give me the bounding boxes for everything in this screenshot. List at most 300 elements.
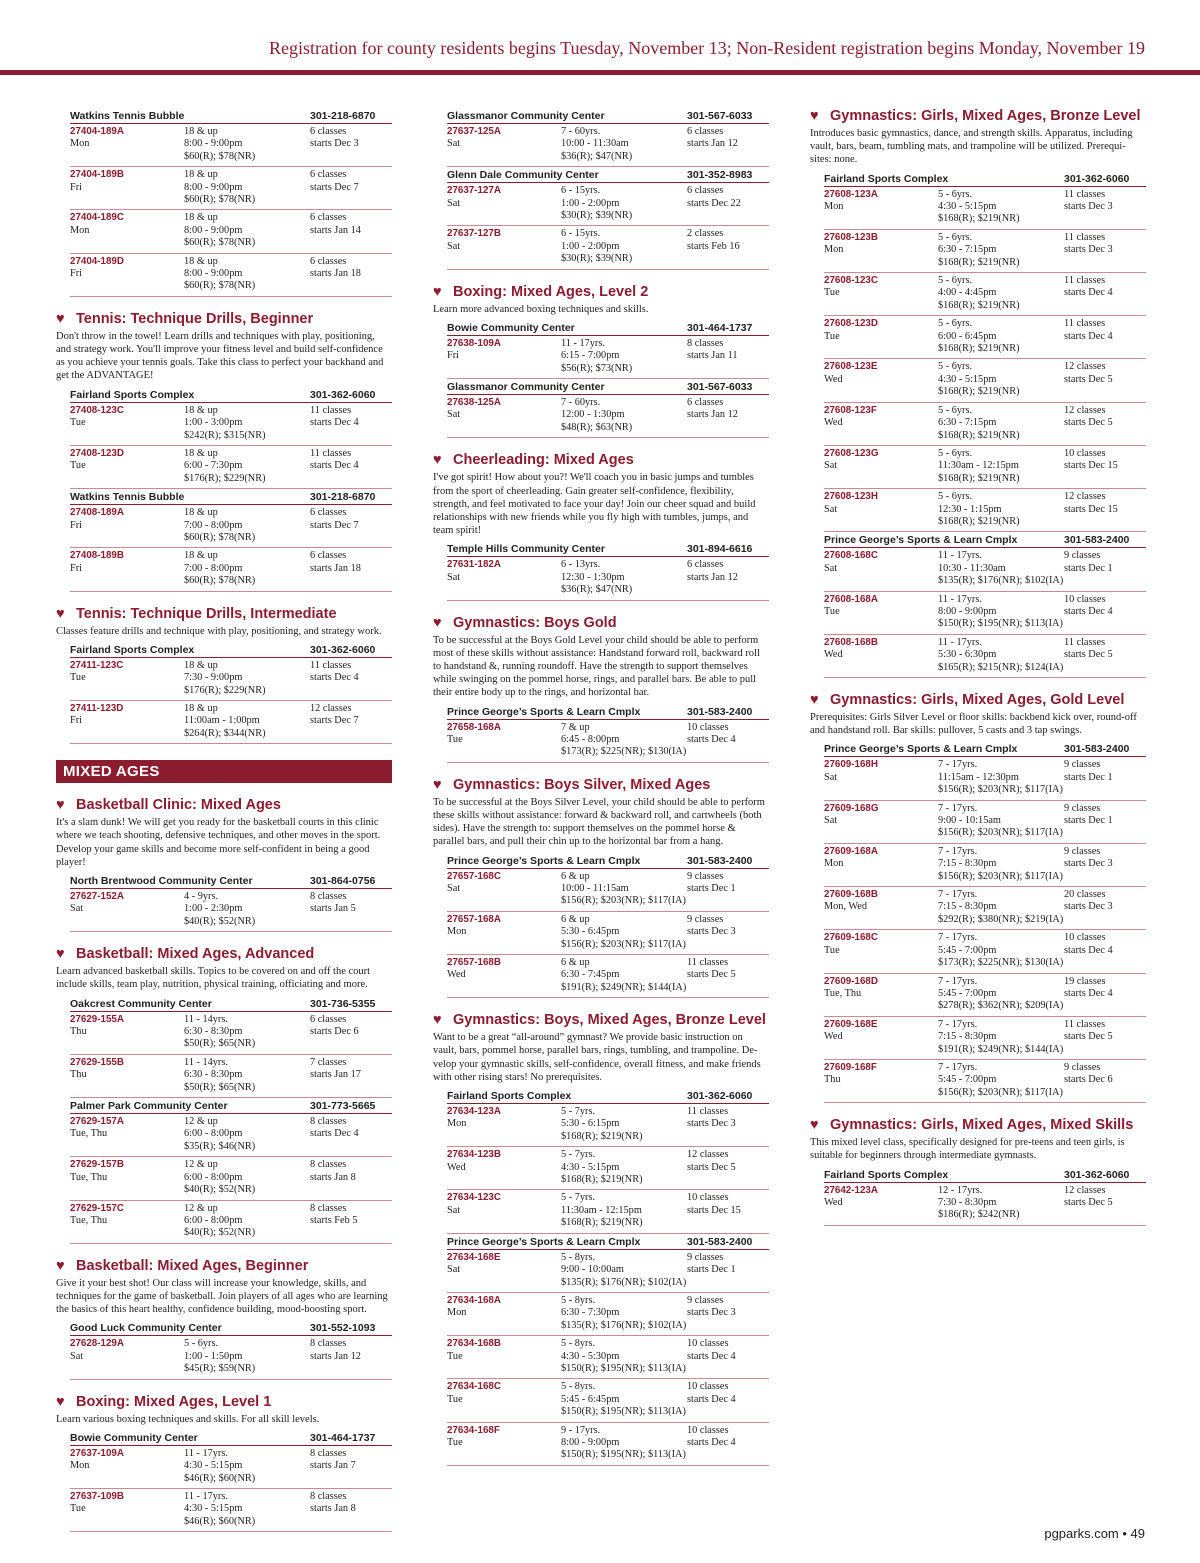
class-code[interactable]: 27629-157B [70, 1159, 124, 1171]
class-time: 7:15 - 8:30pm [938, 858, 997, 870]
class-time: 7:15 - 8:30pm [938, 1031, 997, 1043]
venue-header [70, 387, 392, 403]
class-start: starts Dec 3 [1064, 858, 1113, 870]
class-code[interactable]: 27608-123G [824, 447, 879, 459]
venue-phone: 301-352-8983 [687, 169, 753, 182]
class-count: 11 classes [310, 659, 352, 671]
class-time: 7:00 - 8:00pm [184, 519, 243, 531]
class-row-top [447, 1106, 769, 1118]
venue-name: Fairland Sports Complex [447, 1090, 572, 1103]
class-listing [824, 592, 1146, 635]
program-title [433, 615, 769, 632]
class-listing [70, 167, 392, 210]
class-time: 4:30 - 5:15pm [184, 1503, 243, 1515]
class-fee: $191(R); $249(NR); $144(IA) [938, 1043, 1064, 1055]
program-description: It's a slam dunk! We will get you ready for the basketball courts in this clinic where we teach shooting, defensive techniques, and other moves in the sport. Develop your game skills and become more self-confident in being a good player! [56, 817, 381, 868]
class-day: Mon [447, 926, 467, 938]
heart-icon: ♥ [810, 1117, 819, 1134]
venue-header [447, 541, 769, 557]
class-time: 6:00 - 8:00pm [184, 1128, 243, 1140]
class-start: starts Dec 1 [1064, 562, 1113, 574]
program-title-text: Boxing: Mixed Ages, Level 1 [76, 1393, 272, 1410]
class-fee: $40(R); $52(NR) [184, 915, 256, 927]
class-listing [824, 403, 1146, 446]
class-start: starts Dec 3 [1064, 901, 1113, 913]
program-title [433, 284, 769, 301]
venue-phone: 301-583-2400 [687, 1235, 753, 1248]
program-description: I've got spirit! How about you?! We'll coach you in basic jumps and tumbles from the sport of cheerleading. Gain greater self-confidence, flexibility, strength, and feel motivated to face your day! Join our cheer squad and build relationships with new friends while you fly high with tumbles, jumps, and team spirit! [433, 472, 756, 537]
class-code[interactable]: 27608-168B [824, 636, 878, 648]
class-start: starts Jan 5 [310, 903, 356, 915]
venue-header [70, 642, 392, 658]
class-listing [70, 446, 392, 489]
class-day: Thu [70, 1026, 87, 1038]
class-row-mid [824, 1197, 1146, 1209]
class-code[interactable]: 27634-168F [447, 1424, 500, 1436]
class-listing [70, 658, 392, 701]
class-age: 7 - 17yrs. [938, 802, 978, 814]
class-row-mid [70, 1128, 392, 1140]
class-fee: $150(R); $195(NR); $113(IA) [561, 1362, 686, 1374]
class-start: starts Dec 4 [687, 1350, 736, 1362]
class-code[interactable]: 27629-155A [70, 1013, 124, 1025]
class-row-top [824, 491, 1146, 503]
class-age: 6 & up [561, 870, 590, 882]
class-day: Wed [447, 1161, 466, 1173]
class-code[interactable]: 27609-168H [824, 759, 878, 771]
class-count: 6 classes [310, 255, 347, 267]
class-age: 7 - 17yrs. [938, 1061, 978, 1073]
class-age: 6 & up [561, 957, 590, 969]
class-listing [447, 1336, 769, 1379]
class-time: 6:15 - 7:00pm [561, 350, 620, 362]
class-listing [70, 210, 392, 253]
class-listing [824, 359, 1146, 402]
heart-icon: ♥ [56, 1393, 65, 1410]
class-day: Sat [70, 903, 84, 915]
class-start: starts Dec 7 [310, 181, 359, 193]
class-row-mid [70, 225, 392, 237]
class-row-mid [70, 268, 392, 280]
class-count: 11 classes [1064, 318, 1106, 330]
class-code[interactable]: 27637-109A [70, 1447, 124, 1459]
class-row-mid [824, 772, 1146, 784]
class-fee: $60(R); $78(NR) [184, 194, 256, 206]
venue-header [70, 1098, 392, 1114]
class-count: 10 classes [687, 1338, 729, 1350]
class-code[interactable]: 27609-168D [824, 975, 878, 987]
class-count: 9 classes [1064, 1061, 1101, 1073]
class-row-top [447, 1192, 769, 1204]
class-start: starts Dec 5 [1064, 1031, 1113, 1043]
program-title [433, 1012, 769, 1029]
venue-header [824, 171, 1146, 187]
class-code[interactable]: 27608-123D [824, 318, 878, 330]
venue-header [70, 108, 392, 124]
class-time: 6:00 - 8:00pm [184, 1171, 243, 1183]
class-code[interactable]: 27408-189B [70, 550, 124, 562]
class-code[interactable]: 27658-168A [447, 721, 501, 733]
program-title-text: Tennis: Technique Drills, Intermediate [76, 605, 337, 622]
class-code[interactable]: 27637-127A [447, 185, 501, 197]
class-time: 6:00 - 8:00pm [184, 1214, 243, 1226]
venue-header [447, 379, 769, 395]
venue-name: North Brentwood Community Center [70, 875, 253, 888]
class-day: Tue [824, 287, 840, 299]
class-age: 5 - 6yrs. [938, 447, 973, 459]
class-count: 9 classes [687, 1251, 724, 1263]
class-start: starts Dec 4 [1064, 287, 1113, 299]
class-row-top [447, 722, 769, 734]
class-fee: $168(R); $219(NR) [938, 213, 1020, 225]
venue-name: Glenn Dale Community Center [447, 169, 599, 182]
class-row-mid [447, 1394, 769, 1406]
class-code[interactable]: 27657-168B [447, 957, 501, 969]
class-fee: $40(R); $52(NR) [184, 1227, 256, 1239]
class-code[interactable]: 27629-157C [70, 1202, 124, 1214]
class-age: 7 - 17yrs. [938, 759, 978, 771]
class-fee: $150(R); $195(NR); $113(IA) [561, 1449, 686, 1461]
class-age: 5 - 6yrs. [938, 404, 973, 416]
venue-phone: 301-362-6060 [1064, 1168, 1130, 1181]
class-age: 5 - 8yrs. [561, 1381, 596, 1393]
class-start: starts Dec 4 [1064, 987, 1113, 999]
class-time: 4:30 - 5:15pm [938, 373, 997, 385]
class-code[interactable]: 27637-109B [70, 1490, 124, 1502]
class-start: starts Jan 8 [310, 1503, 356, 1515]
venue-header [824, 741, 1146, 757]
class-row-mid [447, 241, 769, 253]
heart-icon: ♥ [56, 797, 65, 814]
class-day: Sat [70, 1350, 84, 1362]
class-age: 6 - 13yrs. [561, 559, 601, 571]
class-code[interactable]: 27608-168A [824, 593, 878, 605]
venue-name: Fairland Sports Complex [824, 1168, 949, 1181]
class-code[interactable]: 27609-168F [824, 1061, 877, 1073]
class-fee: $173(R); $225(NR); $130(IA) [561, 746, 687, 758]
class-start: starts Dec 7 [310, 715, 359, 727]
class-listing [70, 1114, 392, 1157]
class-code[interactable]: 27608-123E [824, 361, 878, 373]
class-count: 8 classes [310, 1159, 347, 1171]
class-row-top [70, 1057, 392, 1069]
class-fee: $264(R); $344(NR) [184, 727, 266, 739]
class-time: 12:30 - 1:30pm [561, 571, 625, 583]
class-code[interactable]: 27634-123A [447, 1106, 501, 1118]
class-code[interactable]: 27609-168C [824, 932, 878, 944]
class-count: 12 classes [310, 702, 352, 714]
class-code[interactable]: 27634-168C [447, 1381, 501, 1393]
class-row-mid [447, 883, 769, 895]
class-age: 18 & up [184, 255, 218, 267]
venue-name: Bowie Community Center [70, 1431, 198, 1444]
class-listing [70, 1336, 392, 1379]
class-start: starts Dec 6 [1064, 1074, 1113, 1086]
class-row-top [824, 594, 1146, 606]
class-code[interactable]: 27411-123D [70, 702, 124, 714]
program-title [56, 1258, 392, 1275]
class-code[interactable]: 27629-157A [70, 1116, 124, 1128]
class-start: starts Dec 3 [687, 1118, 736, 1130]
class-day: Sat [447, 197, 461, 209]
class-code[interactable]: 27404-189C [70, 212, 124, 224]
venue-phone: 301-583-2400 [687, 705, 753, 718]
class-time: 6:00 - 7:30pm [184, 460, 243, 472]
class-listing [70, 403, 392, 446]
class-time: 8:00 - 9:00pm [184, 181, 243, 193]
class-code[interactable]: 27634-168B [447, 1338, 501, 1350]
class-time: 7:15 - 8:30pm [938, 901, 997, 913]
class-count: 6 classes [687, 559, 724, 571]
class-row-mid [70, 1172, 392, 1184]
class-fee: $176(R); $229(NR) [184, 472, 266, 484]
class-count: 6 classes [310, 507, 347, 519]
program-title-text: Cheerleading: Mixed Ages [453, 452, 634, 469]
venue-header [447, 167, 769, 183]
class-fee: $135(R); $176(NR); $102(IA) [938, 575, 1064, 587]
class-row-top [70, 1159, 392, 1171]
class-code[interactable]: 27657-168A [447, 913, 501, 925]
class-code[interactable]: 27609-168B [824, 889, 878, 901]
class-row-mid [70, 1215, 392, 1227]
class-age: 5 - 6yrs. [938, 491, 973, 503]
heart-icon: ♥ [433, 283, 442, 300]
class-row-top [824, 361, 1146, 373]
class-code[interactable]: 27609-168E [824, 1018, 878, 1030]
heart-icon: ♥ [433, 1012, 442, 1029]
class-age: 7 & up [561, 721, 590, 733]
class-day: Thu [70, 1069, 87, 1081]
venue-phone: 301-773-5665 [310, 1100, 376, 1113]
class-code[interactable]: 27637-125A [447, 126, 501, 137]
class-day: Wed [824, 649, 843, 661]
class-day: Tue, Thu [824, 987, 862, 999]
venue-name: Prince George’s Sports & Learn Cmplx [824, 534, 1018, 547]
class-time: 5:45 - 7:00pm [938, 987, 997, 999]
class-code[interactable]: 27404-189D [70, 255, 124, 267]
venue-name: Oakcrest Community Center [70, 997, 212, 1010]
class-fee: $168(R); $219(NR) [938, 429, 1020, 441]
class-row-mid [70, 138, 392, 150]
venue-phone: 301-864-0756 [310, 875, 376, 888]
class-code[interactable]: 27608-168C [824, 550, 878, 562]
class-start: starts Dec 5 [1064, 417, 1113, 429]
class-code[interactable]: 27608-123A [824, 188, 878, 200]
class-count: 9 classes [1064, 759, 1101, 771]
class-count: 11 classes [1064, 275, 1106, 287]
class-row-top [824, 232, 1146, 244]
class-row-mid [447, 1162, 769, 1174]
class-fee: $45(R); $59(NR) [184, 1363, 256, 1375]
class-time: 5:45 - 7:00pm [938, 944, 997, 956]
class-time: 8:00 - 9:00pm [938, 605, 997, 617]
class-code[interactable]: 27628-129A [70, 1338, 124, 1350]
class-code[interactable]: 27404-189A [70, 126, 124, 137]
class-code[interactable]: 27634-123B [447, 1149, 501, 1161]
class-code[interactable]: 27629-155B [70, 1056, 124, 1068]
class-day: Sat [824, 562, 838, 574]
class-row-top [70, 550, 392, 562]
class-start: starts Dec 4 [687, 733, 736, 745]
class-fee: $173(R); $225(NR); $130(IA) [938, 957, 1064, 969]
class-code[interactable]: 27408-189A [70, 507, 124, 519]
class-listing [824, 230, 1146, 273]
class-fee: $60(R); $78(NR) [184, 237, 256, 249]
program-description: This mixed level class, specifically designed for pre-teens and teen girls, is suitable for beginners through intermediate gymnasts. [810, 1137, 1125, 1162]
class-row-top [447, 871, 769, 883]
class-listing [447, 869, 769, 912]
class-day: Mon [824, 244, 844, 256]
class-count: 8 classes [310, 1490, 347, 1502]
class-count: 11 classes [1064, 636, 1106, 648]
class-time: 4:30 - 5:15pm [184, 1460, 243, 1472]
class-row-mid [824, 606, 1146, 618]
class-age: 5 - 8yrs. [561, 1338, 596, 1350]
class-listing [447, 1147, 769, 1190]
class-listing [824, 801, 1146, 844]
class-listing [824, 1183, 1146, 1226]
class-count: 19 classes [1064, 975, 1106, 987]
class-code[interactable]: 27404-189B [70, 169, 124, 181]
class-code[interactable]: 27411-123C [70, 659, 124, 671]
class-time: 10:00 - 11:15am [561, 882, 629, 894]
class-code[interactable]: 27638-109A [447, 337, 501, 349]
class-code[interactable]: 27634-123C [447, 1192, 501, 1204]
class-time: 10:30 - 11:30am [938, 562, 1006, 574]
class-time: 6:30 - 7:15pm [938, 244, 997, 256]
class-code[interactable]: 27638-125A [447, 397, 501, 409]
class-day: Mon, Wed [824, 901, 868, 913]
class-time: 6:30 - 8:30pm [184, 1069, 243, 1081]
class-fee: $168(R); $219(NR) [938, 343, 1020, 355]
class-time: 12:00 - 1:30pm [561, 409, 625, 421]
class-time: 11:30am - 12:15pm [561, 1204, 642, 1216]
class-row-top [447, 1252, 769, 1264]
class-code[interactable]: 27634-168A [447, 1294, 501, 1306]
class-row-top [824, 448, 1146, 460]
venue-phone: 301-362-6060 [687, 1090, 753, 1103]
class-age: 5 - 8yrs. [561, 1294, 596, 1306]
class-listing [70, 505, 392, 548]
class-code[interactable]: 27634-168E [447, 1251, 501, 1263]
class-start: starts Dec 5 [687, 969, 736, 981]
class-listing [70, 1201, 392, 1244]
class-listing [447, 395, 769, 438]
class-code[interactable]: 27608-123F [824, 404, 877, 416]
class-time: 10:00 - 11:30am [561, 138, 629, 150]
program-description: To be successful at the Boys Gold Level your child should be able to perform most of these skills without assistance: Handstand forward roll, backward roll to handstand &, running roundoff. Have the strength to support themselves while swinging on the pommel horse, rings, and parallel bars. Be able to pull their entire body up to the rings, and horizontal bar. [433, 634, 760, 699]
class-row-top [824, 1185, 1146, 1197]
class-listing [447, 336, 769, 379]
venue-name: Glassmanor Community Center [447, 381, 605, 394]
class-code[interactable]: 27408-123D [70, 447, 124, 459]
program-description: Prerequisites: Girls Silver Level or floor skills: backbend kick over, round-off and handstand roll. Bar skills: pullover, 5 casts and 3 tap swings. [810, 712, 1137, 737]
class-day: Wed [447, 969, 466, 981]
class-row-mid [824, 988, 1146, 1000]
class-fee: $35(R); $46(NR) [184, 1140, 256, 1152]
category-heading: MIXED AGES [56, 760, 392, 783]
class-code[interactable]: 27627-152A [70, 891, 124, 903]
class-listing [70, 1012, 392, 1055]
class-fee: $176(R); $229(NR) [184, 684, 266, 696]
heart-icon: ♥ [56, 310, 65, 327]
venue-name: Bowie Community Center [447, 321, 575, 334]
class-row-mid [447, 1205, 769, 1217]
venue-header [447, 1234, 769, 1250]
class-row-mid [70, 672, 392, 684]
class-row-mid [447, 350, 769, 362]
class-code[interactable]: 27608-123C [824, 275, 878, 287]
class-code[interactable]: 27642-123A [824, 1184, 878, 1196]
class-day: Tue [447, 733, 463, 745]
class-code[interactable]: 27609-168G [824, 802, 879, 814]
class-row-top [824, 1062, 1146, 1074]
class-count: 10 classes [687, 721, 729, 733]
class-row-mid [447, 1351, 769, 1363]
class-row-top [70, 1116, 392, 1128]
class-start: starts Dec 1 [1064, 815, 1113, 827]
class-count: 10 classes [1064, 593, 1106, 605]
class-day: Mon [447, 1307, 467, 1319]
class-fee: $50(R); $65(NR) [184, 1038, 256, 1050]
class-fee: $60(R); $78(NR) [184, 531, 256, 543]
class-count: 12 classes [1064, 361, 1106, 373]
heart-icon: ♥ [810, 692, 819, 709]
class-listing [447, 183, 769, 226]
class-age: 7 - 17yrs. [938, 932, 978, 944]
class-age: 12 & up [184, 1116, 218, 1128]
class-time: 8:00 - 9:00pm [561, 1436, 620, 1448]
class-count: 11 classes [310, 404, 352, 416]
class-code[interactable]: 27408-123C [70, 404, 124, 416]
class-age: 5 - 6yrs. [938, 188, 973, 200]
class-day: Tue [70, 672, 86, 684]
class-start: starts Dec 3 [687, 1307, 736, 1319]
class-row-mid [824, 244, 1146, 256]
class-age: 5 - 6yrs. [184, 1338, 219, 1350]
class-count: 8 classes [310, 891, 347, 903]
program-title-text: Gymnastics: Girls, Mixed Ages, Gold Level [830, 692, 1125, 709]
program-title [56, 311, 392, 328]
class-code[interactable]: 27637-127B [447, 228, 501, 240]
class-count: 12 classes [1064, 404, 1106, 416]
venue-name: Palmer Park Community Center [70, 1100, 228, 1113]
class-day: Sat [824, 815, 838, 827]
class-age: 18 & up [184, 550, 218, 562]
venue-phone: 301-464-1737 [310, 1431, 376, 1444]
program-title-text: Gymnastics: Boys Silver, Mixed Ages [453, 776, 711, 793]
class-code[interactable]: 27657-168C [447, 870, 501, 882]
class-day: Mon [70, 138, 90, 150]
class-code[interactable]: 27631-182A [447, 559, 501, 571]
class-code[interactable]: 27608-123H [824, 491, 878, 503]
venue-header [447, 108, 769, 124]
class-count: 6 classes [310, 1013, 347, 1025]
class-age: 18 & up [184, 212, 218, 224]
class-fee: $46(R); $60(NR) [184, 1515, 256, 1527]
class-code[interactable]: 27608-123B [824, 231, 878, 243]
class-listing [70, 254, 392, 297]
program-title [433, 777, 769, 794]
class-day: Wed [824, 1031, 843, 1043]
class-row-mid [447, 734, 769, 746]
class-code[interactable]: 27609-168A [824, 845, 878, 857]
class-time: 4:30 - 5:15pm [561, 1161, 620, 1173]
class-fee: $168(R); $219(NR) [938, 256, 1020, 268]
class-time: 7:30 - 9:00pm [184, 672, 243, 684]
class-day: Mon [70, 1460, 90, 1472]
class-listing [447, 955, 769, 998]
